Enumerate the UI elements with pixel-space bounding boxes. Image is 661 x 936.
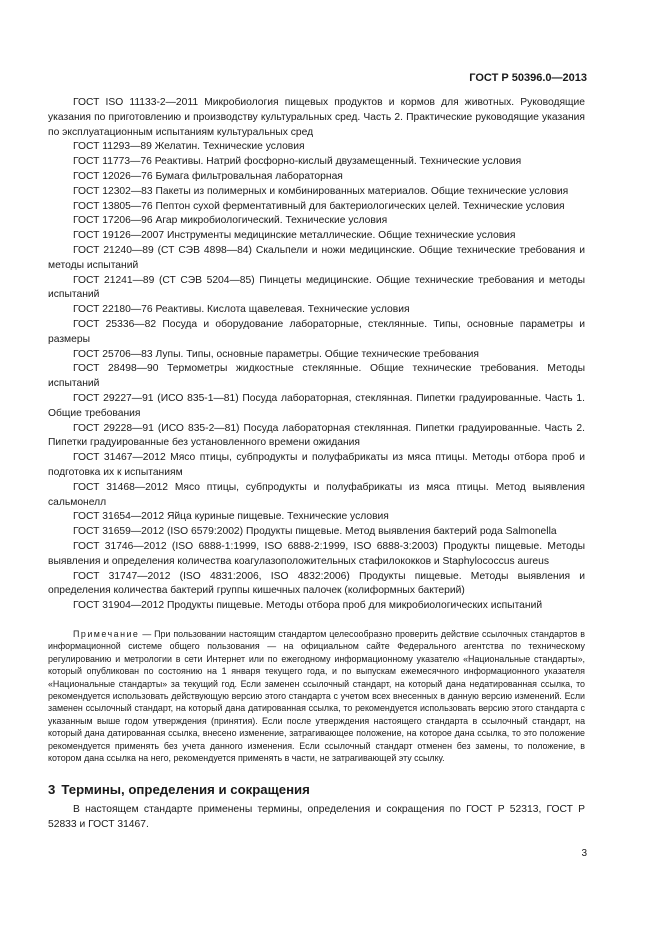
reference-item: ГОСТ 25336—82 Посуда и оборудование лабораторные, стеклянные. Типы, основные параметры и размеры <box>48 318 585 345</box>
page-number: 3 <box>581 848 587 859</box>
note-paragraph <box>48 628 585 764</box>
section-number: 3 <box>48 782 56 798</box>
reference-item: ГОСТ 21241—89 (СТ СЭВ 5204—85) Пинцеты медицинские. Общие технические требования и методы испытаний <box>48 274 585 301</box>
reference-item: ГОСТ 29228—91 (ИСО 835-2—81) Посуда лабораторная стеклянная. Пипетки градуированные. Часть 2. Пипетки градуированные без установленного времени ожидания <box>48 422 585 449</box>
reference-item: ГОСТ 19126—2007 Инструменты медицинские металлические. Общие технические условия <box>73 230 516 242</box>
reference-item: ГОСТ ISO 11133-2—2011 Микробиология пищевых продуктов и кормов для животных. Руководящие указания по приготовлению и производству культуральных сред. Часть 2. Практические руководящие указания по эксплуатационным испытаниям культуральных сред <box>48 97 585 138</box>
reference-item: ГОСТ 12302—83 Пакеты из полимерных и комбинированных материалов. Общие технические условия <box>73 185 569 197</box>
reference-item: ГОСТ 12026—76 Бумага фильтровальная лабораторная <box>73 170 343 182</box>
page-header-doc-code: ГОСТ Р 50396.0—2013 <box>469 72 587 84</box>
document-body <box>48 96 585 833</box>
note-label: Примечание <box>73 628 140 639</box>
reference-item: ГОСТ 29227—91 (ИСО 835-1—81) Посуда лабораторная, стеклянная. Пипетки градуированные. Часть 1. Общие требования <box>48 392 585 419</box>
reference-item: ГОСТ 31659—2012 (ISO 6579:2002) Продукты пищевые. Метод выявления бактерий рода Salmonella <box>73 526 557 538</box>
section-title: Термины, определения и сокращения <box>61 782 310 798</box>
reference-item: ГОСТ 25706—83 Лупы. Типы, основные параметры. Общие технические требования <box>73 348 479 360</box>
reference-item: ГОСТ 28498—90 Термометры жидкостные стеклянные. Общие технические требования. Методы испытаний <box>48 363 585 390</box>
reference-item: ГОСТ 31468—2012 Мясо птицы, субпродукты и полуфабрикаты из мяса птицы. Метод выявления сальмонелл <box>48 481 585 508</box>
reference-item: ГОСТ 11773—76 Реактивы. Натрий фосфорно-кислый двузамещенный. Технические условия <box>73 156 522 168</box>
section-heading <box>48 782 585 797</box>
reference-item: ГОСТ 22180—76 Реактивы. Кислота щавелевая. Технические условия <box>73 304 410 316</box>
section-body-text: В настоящем стандарте применены термины, определения и сокращения по ГОСТ Р 52313, ГОСТ Р 52833 и ГОСТ 31467. <box>48 804 585 831</box>
reference-item: ГОСТ 13805—76 Пептон сухой ферментативный для бактериологических целей. Технические условия <box>73 200 565 212</box>
reference-item: ГОСТ 31747—2012 (ISO 4831:2006, ISO 4832:2006) Продукты пищевые. Методы выявления и определения количества бактерий группы кишечных палочек (колиформных бактерий) <box>48 570 585 597</box>
note-text: — При пользовании настоящим стандартом целесообразно проверить действие ссылочных стандартов в информационной системе общего пользования — на официальном сайте Федерального агентства по техническому регулированию и метрологии в сети Интернет или по ежегодному информационному указателю «Национальные стандарты», который опубликован по состоянию на 1 января текущего года, и по выпускам ежемесячного информационного указателя «Национальные стандарты» за текущий год. Если заменен ссылочный стандарт, на который дана недатированная ссылка, то рекомендуется использовать действующую версию этого стандарта с учетом всех внесенных в данную версию изменений. Если заменен ссылочный стандарт, на который дана датированная ссылка, то рекомендуется использовать версию этого стандарта с указанным выше годом утверждения (принятия). Если после утверждения настоящего стандарта в ссылочный стандарт, на который дана датированная ссылка, внесено изменение, затрагивающее положение, на которое дана ссылка, то это положение рекомендуется применять без учета данного изменения. Если ссылочный стандарт отменен без замены, то положение, в котором дана ссылка на него, рекомендуется применять в части, не затрагивающей эту ссылку. <box>48 628 585 763</box>
reference-item: ГОСТ 31746—2012 (ISO 6888-1:1999, ISO 6888-2:1999, ISO 6888-3:2003) Продукты пищевые. Методы выявления и определения количества коагулазоположительных стафилококков и Staphylococcus aureus <box>48 540 585 567</box>
reference-item: ГОСТ 11293—89 Желатин. Технические условия <box>73 141 305 153</box>
reference-item: ГОСТ 31654—2012 Яйца куриные пищевые. Технические условия <box>73 511 389 523</box>
reference-item: ГОСТ 31904—2012 Продукты пищевые. Методы отбора проб для микробиологических испытаний <box>73 600 543 612</box>
reference-item: ГОСТ 21240—89 (СТ СЭВ 4898—84) Скальпели и ножи медицинские. Общие технические требования и методы испытаний <box>48 244 585 271</box>
reference-item: ГОСТ 31467—2012 Мясо птицы, субпродукты и полуфабрикаты из мяса птицы. Методы отбора проб и подготовка их к испытаниям <box>48 452 585 478</box>
reference-item: ГОСТ 17206—96 Агар микробиологический. Технические условия <box>73 215 388 227</box>
reference-list <box>48 96 585 614</box>
